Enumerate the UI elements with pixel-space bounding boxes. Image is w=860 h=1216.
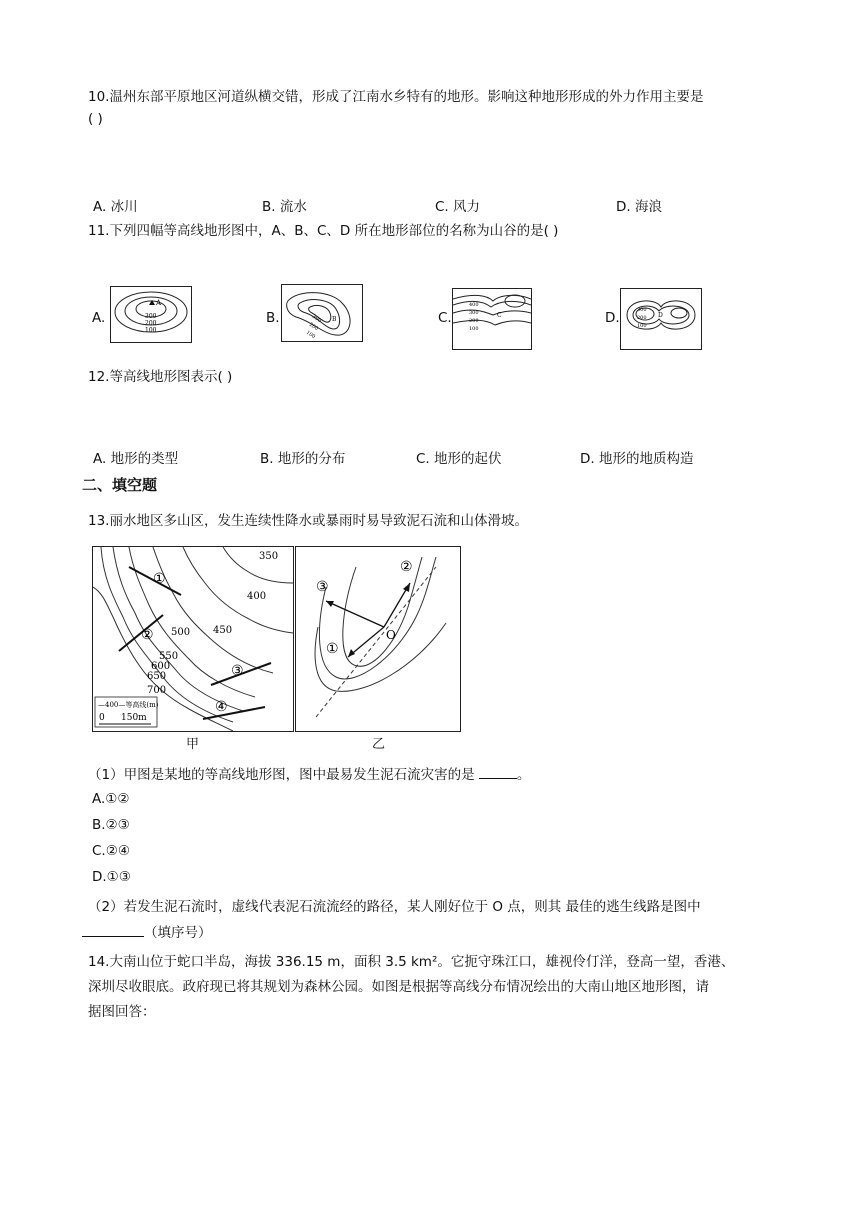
q11-option-d: D. [605, 310, 620, 326]
q10-paren: ( ) [88, 111, 103, 127]
map-a-label-200: 200 [145, 320, 157, 327]
q13-sub2-note: （填序号） [144, 925, 212, 941]
yi-marker-1: ① [326, 641, 339, 657]
q14-line-3: 据图回答： [88, 1004, 156, 1020]
map-d-label-200: 200 [637, 315, 647, 321]
map-a-point-label: A [156, 299, 162, 307]
q14-line-2: 深圳尽收眼底。政府现已将其规划为森林公园。如图是根据等高线分布情况绘出的大南山地区地形图，请 [88, 979, 709, 995]
map-c-label-300: 300 [469, 310, 479, 316]
map-b-label-300: 300 [310, 313, 323, 325]
contour-map-b-svg [282, 285, 362, 341]
map-d-point-label: D [658, 312, 663, 319]
map-a-label-300: 300 [145, 313, 157, 320]
jia-legend-contour: —400—等高线(m) [98, 701, 159, 709]
jia-marker-4: ④ [215, 699, 228, 715]
q13-sub1-option-a: A.①② [92, 791, 130, 807]
contour-map-b [281, 284, 363, 342]
figure-jia [92, 546, 294, 732]
q13-sub1-option-d: D.①③ [92, 869, 131, 885]
q10-stem [88, 86, 788, 130]
figure-yi-caption: 乙 [372, 737, 386, 752]
jia-marker-1: ① [153, 571, 166, 587]
q13-sub1-end: 。 [516, 767, 531, 783]
q11-option-c: C. [438, 310, 452, 326]
figure-yi [295, 546, 461, 732]
q10-option-c: C. 风力 [435, 199, 481, 215]
jia-scale-distance: 150m [121, 713, 147, 723]
section-title: 二、填空题 [82, 476, 158, 494]
jia-contour-500: 500 [171, 627, 191, 638]
q12-option-c: C. 地形的起伏 [416, 451, 502, 467]
q13-sub2-blank[interactable] [82, 936, 144, 937]
contour-map-a [110, 286, 192, 343]
contour-map-d-svg [621, 289, 701, 349]
q10-option-b: B. 流水 [262, 199, 307, 215]
q12-option-a: A. 地形的类型 [93, 451, 179, 467]
figure-yi-svg [296, 547, 460, 731]
map-c-point-label: C [497, 312, 502, 319]
figure-jia-caption: 甲 [186, 737, 200, 752]
q10-stem-text: 10.温州东部平原地区河道纵横交错，形成了江南水乡特有的地形。影响这种地形形成的外力作用主要是 [88, 89, 704, 105]
yi-marker-3: ③ [316, 579, 329, 595]
q12-option-b: B. 地形的分布 [260, 451, 346, 467]
q13-sub1-option-c: C.②④ [92, 843, 130, 859]
q13-sub2 [88, 896, 701, 918]
q14-stem [88, 950, 734, 1025]
q13-sub1-blank[interactable] [479, 778, 517, 779]
yi-point-o: O [386, 628, 396, 642]
q13-sub2-answer-line [82, 922, 212, 944]
map-c-label-200: 200 [469, 318, 479, 324]
q12-stem: 12.等高线地形图表示( ) [88, 369, 233, 385]
map-a-label-100: 100 [145, 327, 157, 334]
q10-option-a: A. 冰川 [93, 199, 138, 215]
jia-contour-600: 600 [151, 661, 171, 672]
q11-stem: 11.下列四幅等高线地形图中，A、B、C、D 所在地形部位的名称为山谷的是( ) [88, 223, 559, 239]
figure-jia-svg [93, 547, 293, 731]
jia-scale-zero: 0 [99, 713, 105, 723]
q12-option-d: D. 地形的地质构造 [580, 451, 694, 467]
jia-contour-350: 350 [259, 551, 279, 562]
q10-option-d: D. 海浪 [616, 199, 662, 215]
jia-marker-3: ③ [231, 663, 244, 679]
contour-map-a-svg [111, 287, 191, 342]
jia-contour-450: 450 [213, 625, 233, 636]
q13-sub1 [88, 764, 530, 786]
contour-map-c-svg [453, 289, 531, 349]
q13-sub1-option-b: B.②③ [92, 817, 130, 833]
map-c-label-400: 400 [469, 302, 479, 308]
q13-sub2-text: （2）若发生泥石流时，虚线代表泥石流流经的路径，某人刚好位于 O 点，则其 最佳的逃生线路是图中 [88, 899, 701, 915]
q11-option-b: B. [266, 310, 280, 326]
q13-sub1-text: （1）甲图是某地的等高线地形图，图中最易发生泥石流灾害的是 [88, 767, 475, 783]
q14-line-1: 14.大南山位于蛇口半岛，海拔 336.15 m，面积 3.5 km²。它扼守珠江口，雄视伶仃洋，登高一望，香港、 [88, 954, 735, 970]
jia-marker-2: ② [141, 627, 154, 643]
q11-option-a: A. [92, 310, 106, 326]
contour-map-c [452, 288, 532, 350]
map-b-point-label: B [332, 316, 337, 323]
q13-stem: 13.丽水地区多山区，发生连续性降水或暴雨时易导致泥石流和山体滑坡。 [88, 513, 528, 529]
map-d-label-100: 100 [637, 323, 647, 329]
yi-marker-2: ② [400, 559, 413, 575]
jia-contour-700: 700 [147, 685, 167, 696]
map-c-label-100: 100 [469, 326, 479, 332]
map-d-label-300: 300 [637, 307, 647, 313]
map-b-label-100: 100 [304, 329, 317, 341]
jia-contour-550: 550 [159, 651, 179, 662]
jia-contour-650: 650 [147, 671, 167, 682]
map-b-label-200: 200 [307, 321, 320, 333]
contour-map-d [620, 288, 702, 350]
jia-contour-400: 400 [247, 591, 267, 602]
